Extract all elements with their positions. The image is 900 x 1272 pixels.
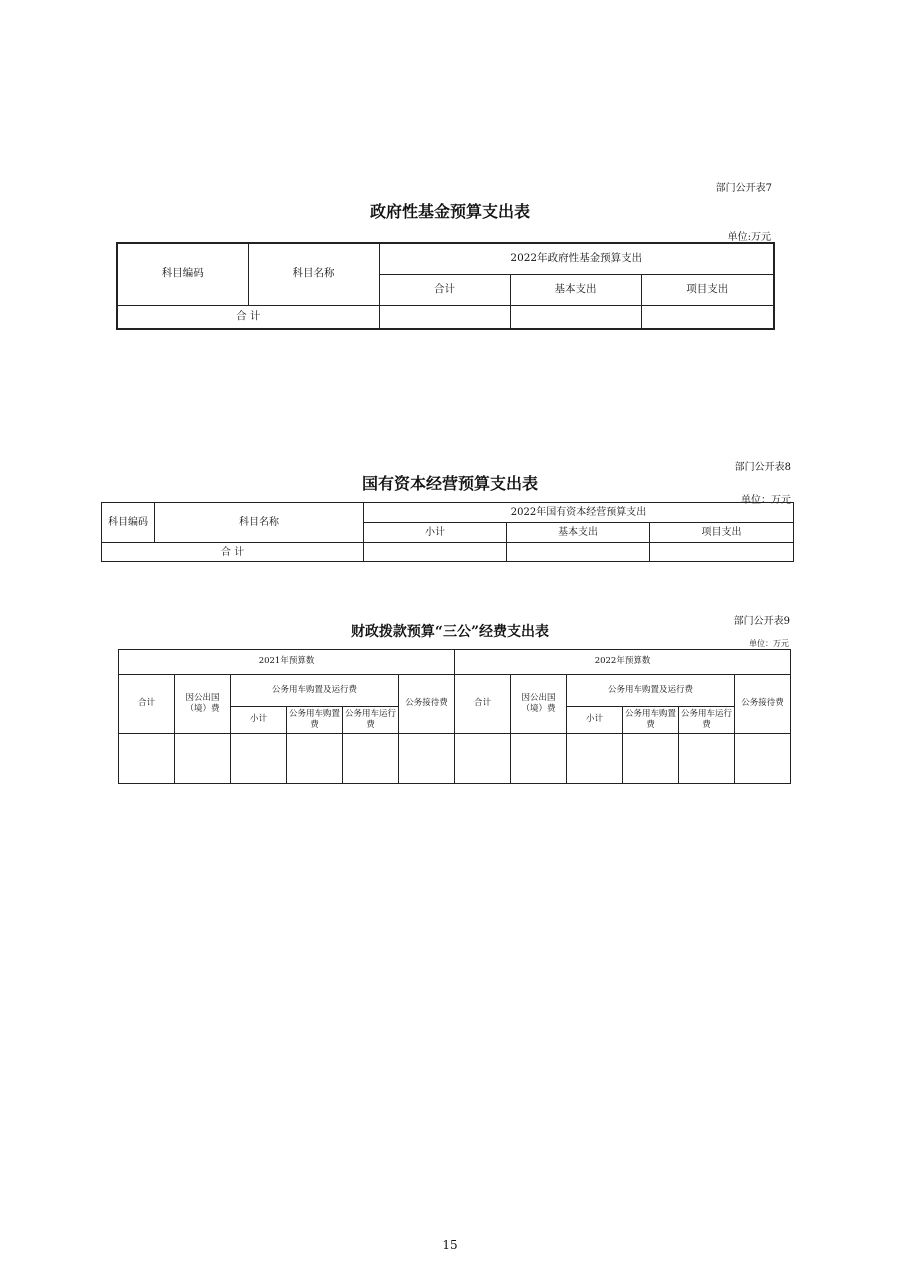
total-basic-cell bbox=[507, 543, 650, 562]
table8-tag: 部门公开表8 bbox=[734, 462, 791, 473]
data-cell bbox=[287, 734, 343, 784]
table9-unit: 单位：万元 bbox=[749, 639, 789, 648]
table9-tag: 部门公开表9 bbox=[733, 616, 790, 627]
header-basic-expenditure: 基本支出 bbox=[507, 523, 650, 543]
table7 bbox=[116, 242, 775, 330]
total-project-cell bbox=[650, 543, 794, 562]
header-2022-reception: 公务接待费 bbox=[735, 675, 791, 734]
total-row-label: 合 计 bbox=[117, 305, 379, 329]
data-cell bbox=[623, 734, 679, 784]
total-project-cell bbox=[641, 305, 774, 329]
page-number: 15 bbox=[442, 1238, 458, 1252]
header-subject-name: 科目名称 bbox=[155, 503, 364, 543]
data-cell bbox=[343, 734, 399, 784]
header-2022-vehicle-purchase: 公务用车购置费 bbox=[623, 707, 679, 734]
data-cell bbox=[511, 734, 567, 784]
header-basic-expenditure: 基本支出 bbox=[510, 274, 641, 305]
header-expenditure-group: 2022年政府性基金预算支出 bbox=[379, 243, 774, 274]
header-2022-budget: 2022年预算数 bbox=[455, 650, 791, 675]
data-cell bbox=[455, 734, 511, 784]
header-subject-code: 科目编码 bbox=[117, 243, 248, 305]
header-project-expenditure: 项目支出 bbox=[641, 274, 774, 305]
header-expenditure-group: 2022年国有资本经营预算支出 bbox=[364, 503, 794, 523]
table9-title: 财政拨款预算“三公”经费支出表 bbox=[350, 624, 550, 640]
header-subject-code: 科目编码 bbox=[102, 503, 155, 543]
header-2022-vehicle-subtotal: 小计 bbox=[567, 707, 623, 734]
header-2021-abroad: 因公出国（境）费 bbox=[175, 675, 231, 734]
header-total: 合计 bbox=[379, 274, 510, 305]
data-cell bbox=[735, 734, 791, 784]
header-2022-vehicle-operation: 公务用车运行费 bbox=[679, 707, 735, 734]
header-2022-total: 合计 bbox=[455, 675, 511, 734]
data-cell bbox=[567, 734, 623, 784]
table8-unit: 单位：万元 bbox=[741, 495, 791, 506]
header-2021-budget: 2021年预算数 bbox=[119, 650, 455, 675]
table8-title: 国有资本经营预算支出表 bbox=[361, 474, 538, 493]
header-2021-vehicle-purchase: 公务用车购置费 bbox=[287, 707, 343, 734]
table9 bbox=[118, 649, 791, 784]
data-cell bbox=[399, 734, 455, 784]
table7-tag: 部门公开表7 bbox=[715, 183, 772, 194]
header-2021-vehicle-subtotal: 小计 bbox=[231, 707, 287, 734]
data-cell bbox=[119, 734, 175, 784]
header-subtotal: 小计 bbox=[364, 523, 507, 543]
total-row-label: 合 计 bbox=[102, 543, 364, 562]
header-2021-vehicle-group: 公务用车购置及运行费 bbox=[231, 675, 399, 707]
total-cell bbox=[379, 305, 510, 329]
header-2022-vehicle-group: 公务用车购置及运行费 bbox=[567, 675, 735, 707]
data-cell bbox=[679, 734, 735, 784]
total-subtotal-cell bbox=[364, 543, 507, 562]
header-2022-abroad: 因公出国（境）费 bbox=[511, 675, 567, 734]
header-2021-reception: 公务接待费 bbox=[399, 675, 455, 734]
table8 bbox=[101, 502, 794, 562]
header-subject-name: 科目名称 bbox=[248, 243, 379, 305]
data-cell bbox=[231, 734, 287, 784]
table7-unit: 单位:万元 bbox=[727, 232, 771, 243]
table7-title: 政府性基金预算支出表 bbox=[369, 202, 530, 221]
header-2021-vehicle-operation: 公务用车运行费 bbox=[343, 707, 399, 734]
header-project-expenditure: 项目支出 bbox=[650, 523, 794, 543]
header-2021-total: 合计 bbox=[119, 675, 175, 734]
total-basic-cell bbox=[510, 305, 641, 329]
data-cell bbox=[175, 734, 231, 784]
